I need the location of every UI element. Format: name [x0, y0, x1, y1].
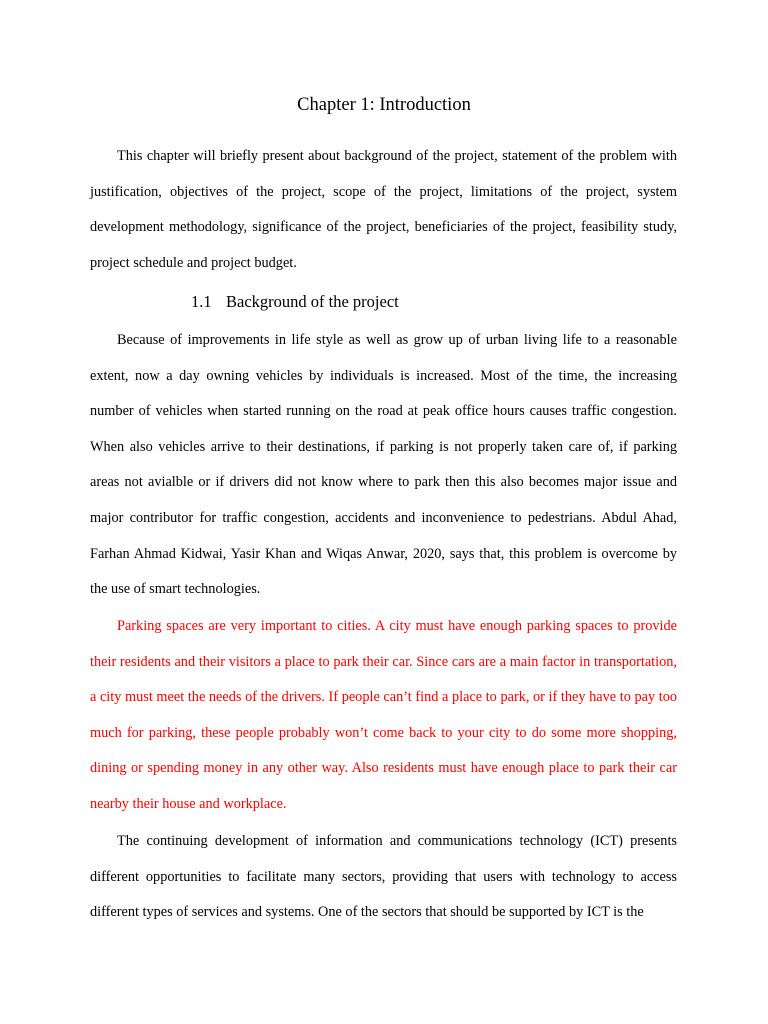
intro-paragraph: This chapter will briefly present about background of the project, statement of the problem with justification, objectives of the project, scope of the project, limitations of the project, system development methodology, significance of the project, beneficiaries of the project, feasibility study, project schedule and project budget. — [90, 148, 677, 271]
background-paragraph: Because of improvements in life style as well as grow up of urban living life to a reasonable extent, now a day owning vehicles by individuals is increased. Most of the time, the increasing number of vehicles when started running on the road at peak office hours causes traffic congestion. When also vehicles arrive to their destinations, if parking is not properly taken care of, if parking areas not avialble or if drivers did not know where to park then this also becomes major issue and major contributor for traffic congestion, accidents and inconvenience to pedestrians. Abdul Ahad, Farhan Ahmad Kidwai, Yasir Khan and Wiqas Anwar, 2020, says that, this problem is overcome by the use of smart technologies. — [90, 332, 677, 598]
ict-paragraph: The continuing development of information and communications technology (ICT) presents different opportunities to facilitate many sectors, providing that users with technology to access different types of services and systems. One of the sectors that should be supported by ICT is the — [90, 833, 677, 921]
section-number: 1.1 — [191, 292, 212, 311]
section-title: Background of the project — [226, 292, 399, 311]
chapter-title: Chapter 1: Introduction — [297, 95, 471, 115]
highlighted-paragraph: Parking spaces are very important to cities. A city must have enough parking spaces to provide their residents and their visitors a place to park their car. Since cars are a main factor in transportation, a city must meet the needs of the drivers. If people can’t find a place to park, or if they have to pay too much for parking, these people probably won’t come back to your city to do some more shopping, dining or spending money in any other way. Also residents must have enough place to park their car nearby their house and workplace. — [90, 618, 677, 812]
section-heading — [191, 290, 399, 314]
